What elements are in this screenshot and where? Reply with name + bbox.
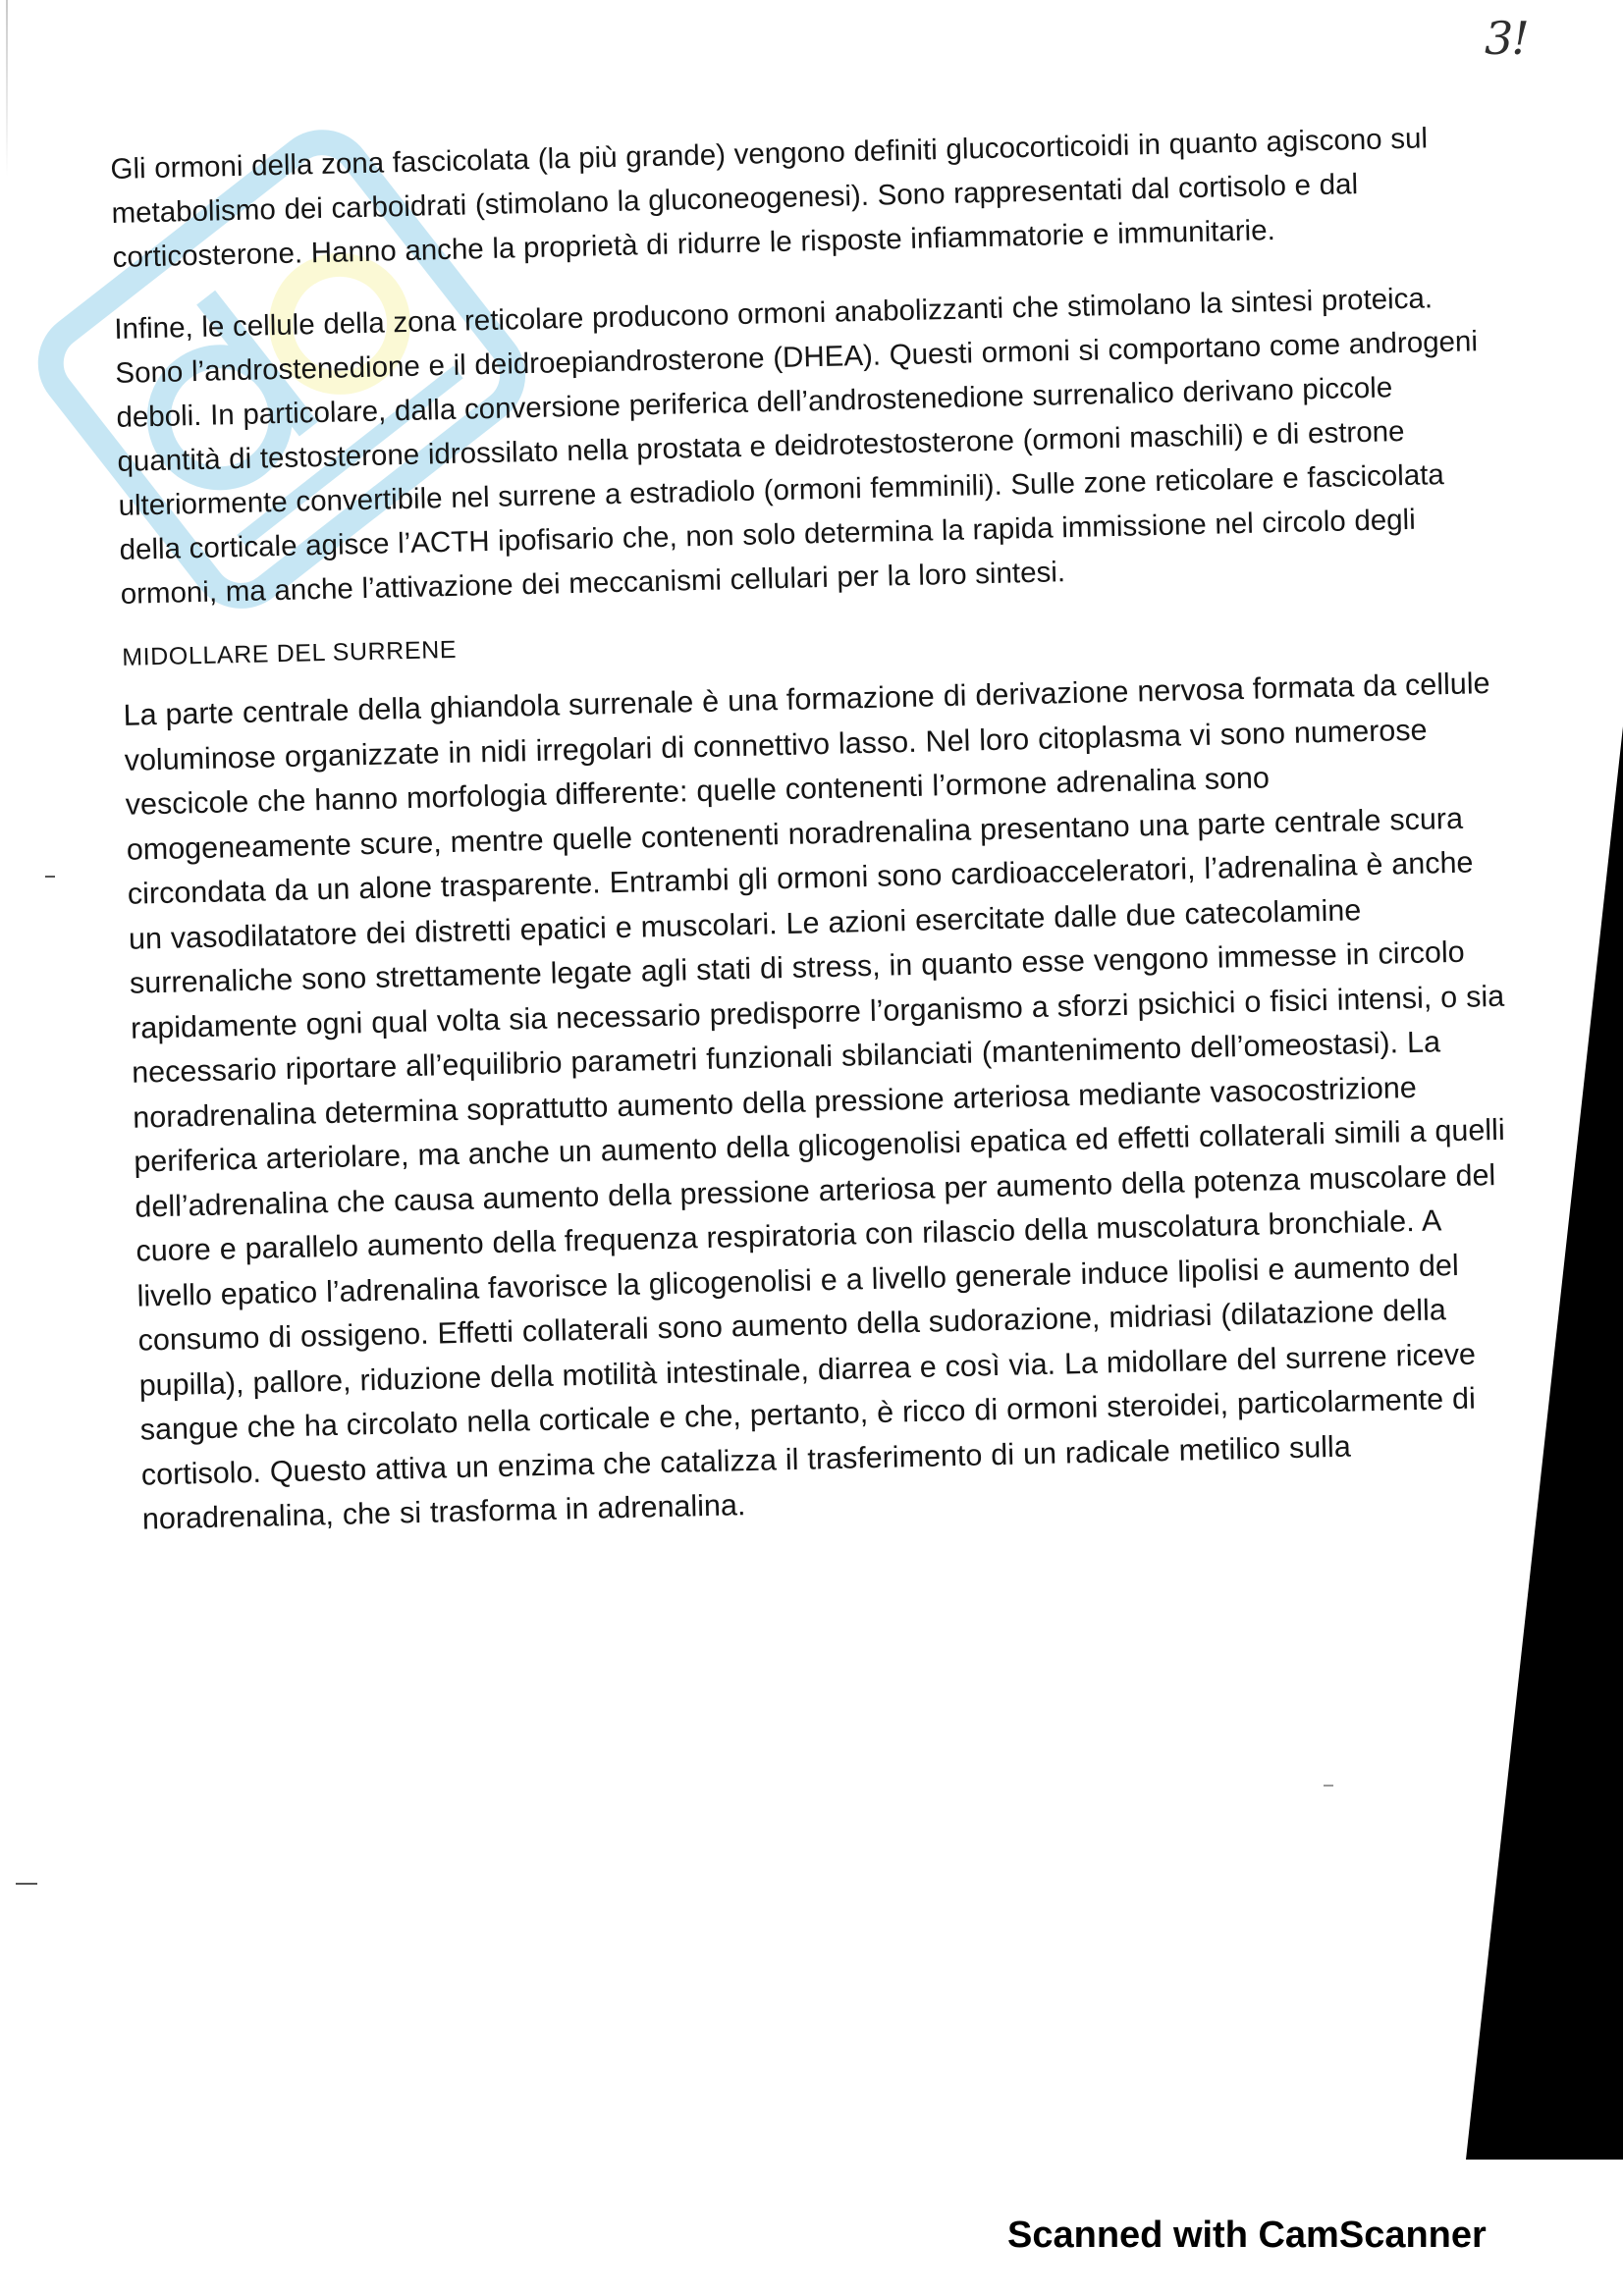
camscanner-footer: Scanned with CamScanner (1007, 2215, 1487, 2256)
scan-stray-mark (1324, 1785, 1333, 1787)
section-heading-midollare: MIDOLLARE DEL SURRENE (121, 635, 458, 671)
scan-left-edge (6, 0, 8, 177)
paragraph-midollare: La parte centrale della ghiandola surrenale è una formazione di derivazione nervosa formata da cellule voluminose organizzate in nidi irregolari di connettivo lasso. Nel loro citoplasma vi sono numerose vescicole che hanno morfologia differente: quelle contenenti l’ormone adrenalina sono omogeneamente scure, mentre quelle contenenti noradrenalina presentano una parte centrale scura circondata da un alone trasparente. Entrambi gli ormoni sono cardioacceleratori, l’adrenalina è anche un vasodilatatore dei distretti epatici e muscolari. Le azioni esercitate dalle due catecolamine surrenaliche sono strettamente legate agli stati di stress, in quanto esse vengono immesse in circolo rapidamente ogni qual volta sia necessario predisporre l’organismo a sforzi psichici o fisici intensi, o sia necessario riportare all’equilibrio parametri funzionali sbilanciati (mantenimento dell’omeostasi). La noradrenalina determina soprattutto aumento della pressione arteriosa mediante vasocostrizione periferica arteriolare, ma anche un aumento della glicogenolisi epatica ed effetti collaterali simili a quelli dell’adrenalina che causa aumento della pressione arteriosa per aumento della potenza muscolare del cuore e parallelo aumento della frequenza respiratoria con rilascio della muscolatura bronchiale. A livello epatico l’adrenalina favorisce la glicogenolisi e a livello generale induce lipolisi e aumento del consumo di ossigeno. Effetti collaterali sono aumento della sudorazione, midriasi (dilatazione della pupilla), pallore, riduzione della motilità intestinale, diarrea e così via. La midollare del surrene riceve sangue che ha circolato nella corticale e che, pertanto, è ricco di ormoni steroidei, particolarmente di cortisolo. Questo attiva un enzima che catalizza il trasferimento di un radicale metilico sulla noradrenalina, che si trasforma in adrenalina. (123, 667, 1506, 1536)
paragraph-zona-reticolare: Infine, le cellule della zona reticolare producono ormoni anabolizzanti che stimolano la sintesi proteica. Sono l’androstenedione e il deidroepiandrosterone (DHEA). Questi ormoni si comportano come androgeni deboli. In particolare, dalla conversione periferica dell’androstenedione surrenalico derivano piccole quantità di testosterone idrossilato nella prostata e deidrotestosterone (ormoni maschili) e di estrone ulteriormente convertibile nel surrene a estradiolo (ormoni femminili). Sulle zone reticolare e fascicolata della corticale agisce l’ACTH ipofisario che, non solo determina la rapida immissione nel circolo degli ormoni, ma anche l’attivazione dei meccanismi cellulari per la loro sintesi. (113, 282, 1479, 611)
document-body (110, 115, 1517, 1542)
page-number: 3! (1485, 12, 1528, 65)
paragraph-zona-fascicolata: Gli ormoni della zona fascicolata (la più grande) vengono definiti glucocorticoidi in quanto agiscono sul metabolismo dei carboidrati (stimolano la gluconeogenesi). Sono rappresentati dal cortisolo e dal corticosterone. Hanno anche la proprietà di ridurre le risposte infiammatorie e immunitarie. (110, 122, 1429, 274)
scan-stray-mark (45, 876, 55, 878)
scan-black-edge (1368, 0, 1623, 2296)
scan-stray-mark (16, 1883, 37, 1885)
